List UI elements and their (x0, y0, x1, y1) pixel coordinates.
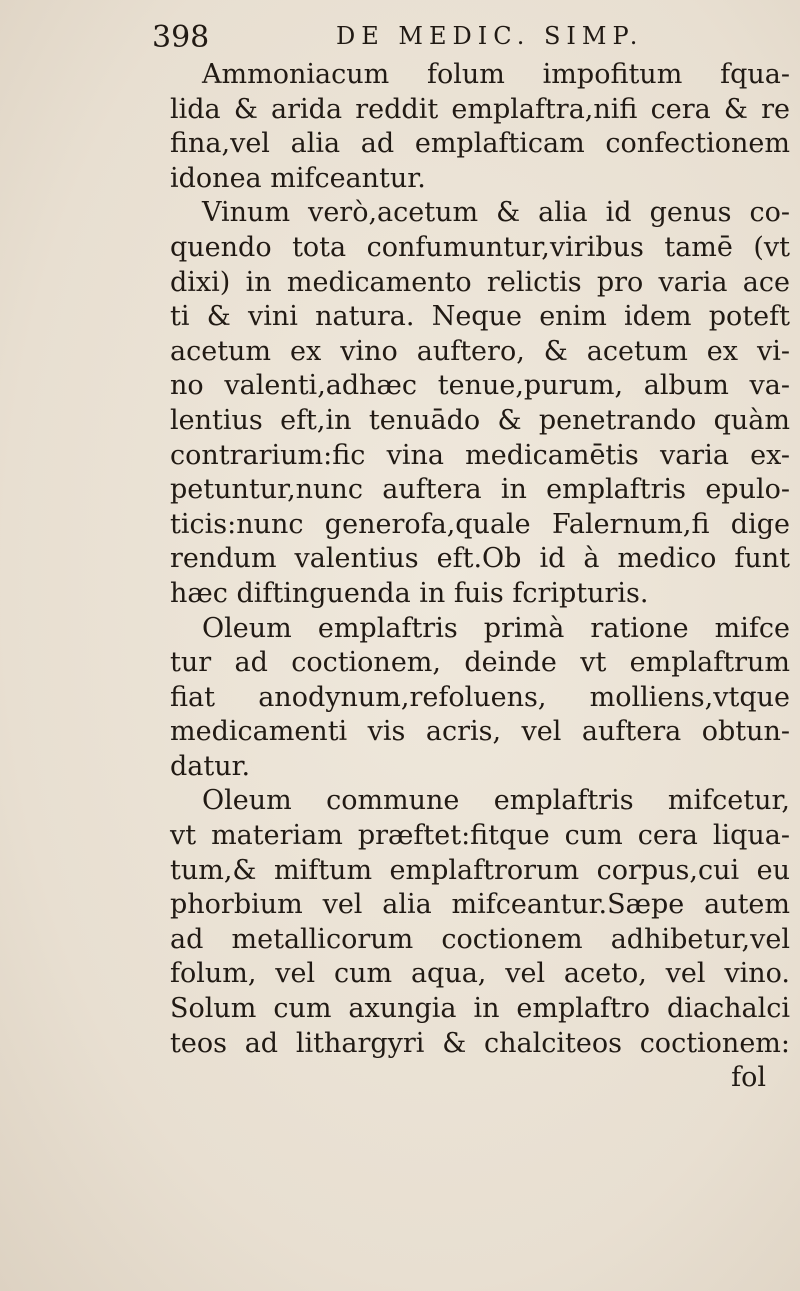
text-line: tum,& miftum emplaftrorum corpus,cui eu (170, 854, 790, 886)
text-line: fina,vel alia ad emplafticam confectionem (170, 128, 790, 160)
text-line: hæc diftinguenda in fuis fcripturis. (170, 577, 649, 609)
text-line: idonea mifceantur. (170, 162, 426, 194)
text-line: lentius eft,in tenuādo & penetrando quàm (170, 404, 790, 436)
text-line: phorbium vel alia mifceantur.Sæpe autem (170, 889, 790, 921)
running-head: DE MEDIC. SIMP. (336, 22, 644, 50)
text-line: tur ad coctionem, deinde vt emplaftrum (170, 647, 790, 679)
text-line: dixi) in medicamento relictis pro varia ace (170, 266, 790, 298)
text-line: datur. (170, 750, 251, 782)
text-line: vt materiam præftet:fitque cum cera liqua- (170, 820, 790, 852)
text-line: Oleum commune emplaftris mifcetur, (202, 785, 790, 817)
text-line: Vinum verò,acetum & alia id genus co- (202, 197, 790, 229)
catchword: fol (731, 1062, 766, 1094)
text-line: teos ad lithargyri & chalciteos coctionem: (170, 1027, 790, 1059)
text-line: lida & arida reddit emplaftra,nifi cera & re (170, 93, 790, 125)
text-line: ad metallicorum coctionem adhibetur,vel (170, 923, 790, 955)
text-line: fiat anodynum,refoluens, molliens,vtque (170, 681, 790, 713)
text-line: acetum ex vino auftero, & acetum ex vi- (170, 335, 790, 367)
text-line: Ammoniacum folum impofitum fqua- (202, 59, 790, 90)
text-line: ticis:nunc generofa,quale Falernum,fi dige (170, 508, 790, 540)
text-line: petuntur,nunc auftera in emplaftris epulo- (170, 474, 790, 506)
text-line: rendum valentius eft.Ob id à medico funt (170, 543, 790, 575)
text-line: Oleum emplaftris primà ratione mifce (202, 612, 790, 644)
body-text (170, 58, 790, 1096)
text-line: medicamenti vis acris, vel auftera obtun- (170, 716, 790, 748)
text-line: ti & vini natura. Neque enim idem poteft (170, 301, 790, 333)
text-line: Solum cum axungia in emplaftro diachalci (170, 993, 790, 1025)
text-line: quendo tota confumuntur,viribus tamē (vt (170, 231, 790, 263)
page-number: 398 (152, 20, 210, 55)
text-line: no valenti,adhæc tenue,purum, album va- (170, 370, 790, 402)
text-line: folum, vel cum aqua, vel aceto, vel vino. (170, 958, 790, 990)
text-line: contrarium:fic vina medicamētis varia ex- (170, 439, 790, 471)
